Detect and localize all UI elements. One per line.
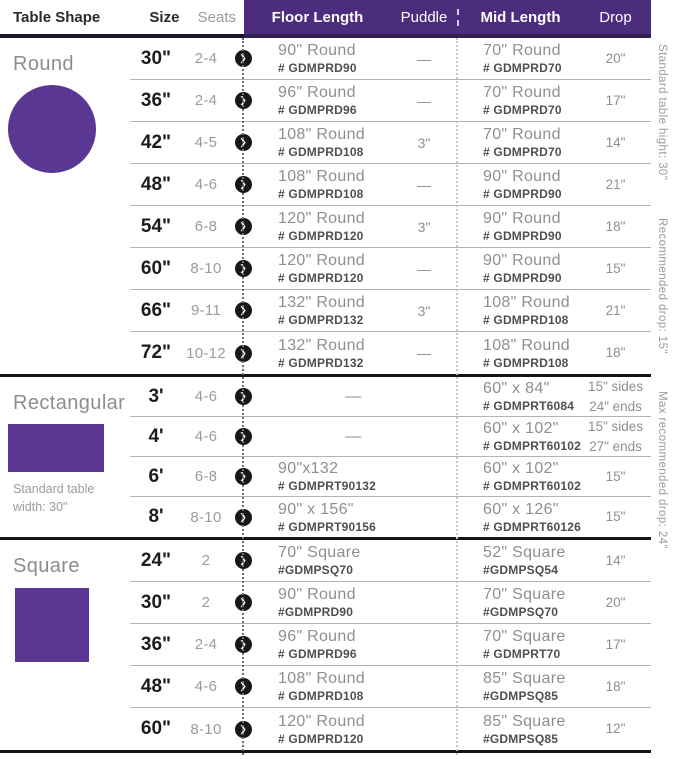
side-note bbox=[656, 44, 668, 549]
rows bbox=[130, 38, 651, 374]
drop-cell bbox=[582, 259, 649, 279]
shape-label: Rectangular bbox=[13, 392, 126, 414]
drop-cell bbox=[582, 417, 649, 456]
arrow-right-icon: ❯ bbox=[235, 92, 252, 109]
floor-length-cell bbox=[256, 294, 391, 327]
floor-length-sku: # GDMPRD120 bbox=[278, 271, 364, 285]
seats-cell: 2-4 bbox=[194, 636, 218, 653]
mid-length-value: 70" Square bbox=[483, 628, 566, 645]
floor-length-sku: # GDMPRT90132 bbox=[278, 479, 376, 493]
drop-value: 15" sides bbox=[587, 378, 644, 394]
mid-length-cell bbox=[457, 84, 582, 117]
drop-value: 15" sides bbox=[587, 418, 644, 434]
size-cell: 8' bbox=[148, 506, 164, 527]
floor-length-value: 108" Round bbox=[278, 168, 365, 185]
mid-length-value: 60" x 102" bbox=[483, 420, 559, 437]
arrow-right-icon: ❯ bbox=[235, 594, 252, 611]
floor-length-cell bbox=[256, 628, 391, 661]
floor-length-value: 90"x132 bbox=[278, 460, 339, 477]
puddle-value: 3" bbox=[417, 302, 431, 319]
mid-length-cell bbox=[457, 294, 582, 327]
drop-cell bbox=[582, 507, 649, 527]
mid-length-cell bbox=[457, 380, 582, 413]
arrow-right-icon: ❯ bbox=[235, 218, 252, 235]
drop-cell bbox=[582, 49, 649, 69]
mid-length-sku: #GDMPSQ85 bbox=[483, 689, 559, 703]
arrow-right-icon: ❯ bbox=[235, 176, 252, 193]
mid-length-cell bbox=[457, 713, 582, 746]
table-body bbox=[0, 38, 651, 753]
mid-length-sku: #GDMPSQ54 bbox=[483, 563, 559, 577]
mid-length-cell bbox=[457, 420, 582, 453]
drop-value: 15" bbox=[605, 468, 626, 484]
size-cell: 36" bbox=[140, 633, 172, 655]
mid-length-cell bbox=[457, 628, 582, 661]
drop-value: 14" bbox=[605, 552, 626, 568]
floor-length-sku: #GDMPRD90 bbox=[278, 605, 354, 619]
floor-length-sku: # GDMPRD132 bbox=[278, 313, 364, 327]
drop-value: 18" bbox=[605, 678, 626, 694]
puddle-value: — bbox=[417, 92, 431, 109]
table-row bbox=[130, 290, 651, 332]
table-row bbox=[130, 497, 651, 537]
drop-cell bbox=[582, 343, 649, 363]
drop-cell bbox=[582, 467, 649, 487]
floor-length-cell bbox=[256, 337, 391, 370]
side-note-table-height: Standard table hight: 30" bbox=[656, 44, 668, 181]
mid-length-value: 60" x 84" bbox=[483, 380, 550, 397]
floor-length-cell bbox=[256, 460, 391, 493]
drop-cell bbox=[582, 593, 649, 613]
size-cell: 48" bbox=[140, 173, 172, 195]
table-row bbox=[130, 540, 651, 582]
floor-length-cell bbox=[256, 84, 391, 117]
floor-length-cell bbox=[256, 713, 391, 746]
floor-length-value: 132" Round bbox=[278, 336, 365, 354]
drop-cell bbox=[582, 719, 649, 739]
drop-value: 14" bbox=[605, 134, 626, 150]
floor-length-cell bbox=[256, 388, 391, 406]
seats-cell: 8-10 bbox=[190, 260, 222, 277]
mid-length-cell bbox=[457, 460, 582, 493]
floor-length-cell bbox=[256, 501, 391, 534]
mid-length-cell bbox=[457, 168, 582, 201]
puddle-value: — bbox=[417, 260, 431, 277]
drop-value: 21" bbox=[605, 176, 626, 192]
size-cell: 60" bbox=[140, 718, 172, 739]
round-shape bbox=[8, 85, 96, 173]
floor-length-value: 90" Round bbox=[278, 42, 356, 59]
floor-length-value: 120" Round bbox=[278, 210, 365, 227]
arrow-right-icon: ❯ bbox=[235, 552, 252, 569]
arrow-right-icon: ❯ bbox=[235, 50, 252, 67]
shape-column bbox=[0, 377, 130, 537]
table-row bbox=[130, 122, 651, 164]
drop-cell bbox=[582, 301, 649, 321]
mid-length-value: 60" x 102" bbox=[483, 460, 559, 477]
mid-length-cell bbox=[457, 337, 582, 370]
floor-length-cell bbox=[256, 428, 391, 446]
drop-value: 12" bbox=[605, 721, 626, 737]
floor-length-cell bbox=[256, 544, 391, 577]
shape-column bbox=[0, 38, 130, 374]
size-cell: 3' bbox=[148, 385, 164, 407]
mid-length-cell bbox=[457, 126, 582, 159]
seats-cell: 2-4 bbox=[194, 50, 218, 67]
column-header-size: Size bbox=[149, 8, 180, 26]
mid-length-sku: # GDMPRD108 bbox=[483, 355, 569, 370]
column-header-seats: Seats bbox=[197, 8, 236, 26]
floor-length-sku: # GDMPRD96 bbox=[278, 103, 357, 117]
size-cell: 4' bbox=[148, 425, 164, 447]
drop-cell bbox=[582, 133, 649, 153]
floor-length-sku: # GDMPRD108 bbox=[278, 145, 364, 159]
floor-length-cell bbox=[256, 670, 391, 703]
mid-length-sku: # GDMPRT70 bbox=[483, 647, 561, 661]
seats-cell: 4-6 bbox=[194, 176, 218, 193]
table-row bbox=[130, 457, 651, 497]
header-purple-band bbox=[244, 0, 651, 38]
floor-length-cell bbox=[256, 126, 391, 159]
seats-cell: 4-5 bbox=[194, 134, 218, 151]
mid-length-sku: # GDMPRD70 bbox=[483, 145, 562, 159]
rectangular-shape bbox=[8, 424, 104, 472]
puddle-value: — bbox=[417, 50, 431, 67]
floor-length-sku: # GDMPRD120 bbox=[278, 731, 364, 746]
drop-value: 20" bbox=[605, 50, 626, 66]
table-row bbox=[130, 708, 651, 750]
mid-length-sku: # GDMPRT60102 bbox=[483, 479, 581, 493]
puddle-value: — bbox=[417, 345, 431, 361]
table-row bbox=[130, 164, 651, 206]
seats-cell: 10-12 bbox=[186, 344, 226, 362]
arrow-right-icon: ❯ bbox=[235, 260, 252, 277]
column-header-mid-length: Mid Length bbox=[457, 9, 582, 26]
drop-value: 17" bbox=[605, 92, 626, 108]
arrow-right-icon: ❯ bbox=[235, 636, 252, 653]
table-row bbox=[130, 80, 651, 122]
floor-length-value: 120" Round bbox=[278, 252, 365, 269]
column-header-drop: Drop bbox=[599, 8, 632, 26]
table-row bbox=[130, 582, 651, 624]
mid-length-sku: # GDMPRT6084 bbox=[483, 399, 575, 413]
seats-cell: 2 bbox=[201, 594, 211, 611]
arrow-right-icon: ❯ bbox=[235, 468, 252, 485]
drop-cell bbox=[582, 551, 649, 571]
column-header-puddle: Puddle bbox=[400, 8, 448, 26]
mid-length-value: 70" Round bbox=[483, 84, 561, 101]
floor-length-value: 70" Square bbox=[278, 544, 361, 561]
side-note-recommended-drop: Recommended drop: 15" bbox=[656, 217, 668, 354]
table-row bbox=[130, 417, 651, 457]
mid-length-cell bbox=[457, 501, 582, 534]
mid-length-sku: # GDMPRD108 bbox=[483, 313, 569, 327]
arrow-right-icon: ❯ bbox=[235, 509, 252, 526]
drop-value: 15" bbox=[605, 509, 626, 525]
seats-cell: 6-8 bbox=[194, 218, 218, 235]
floor-length-sku: # GDMPRT90156 bbox=[278, 519, 376, 534]
arrow-right-icon: ❯ bbox=[235, 388, 252, 405]
mid-length-sku: # GDMPRD70 bbox=[483, 103, 562, 117]
seats-cell: 4-6 bbox=[194, 388, 218, 405]
size-cell: 54" bbox=[140, 215, 172, 237]
floor-length-sku: #GDMPSQ70 bbox=[278, 563, 354, 577]
size-cell: 72" bbox=[140, 342, 172, 363]
floor-length-value: 96" Round bbox=[278, 628, 356, 645]
drop-cell bbox=[582, 217, 649, 237]
section-square bbox=[0, 540, 651, 753]
table-row bbox=[130, 38, 651, 80]
puddle-value: 3" bbox=[417, 134, 431, 151]
mid-length-sku: #GDMPSQ70 bbox=[483, 605, 559, 619]
floor-length-value: 108" Round bbox=[278, 126, 365, 143]
drop-value: 17" bbox=[605, 636, 626, 652]
rows bbox=[130, 377, 651, 537]
size-cell: 24" bbox=[140, 549, 172, 571]
shape-column bbox=[0, 540, 130, 750]
drop-value: 15" bbox=[605, 260, 626, 276]
mid-length-value: 52" Square bbox=[483, 544, 566, 561]
arrow-right-icon: ❯ bbox=[235, 678, 252, 695]
seats-cell: 2 bbox=[201, 552, 211, 569]
rows bbox=[130, 540, 651, 750]
mid-length-value: 70" Square bbox=[483, 586, 566, 603]
floor-length-sku: # GDMPRD90 bbox=[278, 61, 357, 75]
shape-label: Round bbox=[13, 53, 74, 75]
mid-length-cell bbox=[457, 670, 582, 703]
floor-length-cell bbox=[256, 586, 391, 619]
floor-length-value: 90" x 156" bbox=[278, 500, 354, 518]
mid-length-sku: # GDMPRD70 bbox=[483, 61, 562, 75]
table-header bbox=[0, 0, 679, 38]
drop-cell bbox=[582, 91, 649, 111]
mid-length-cell bbox=[457, 544, 582, 577]
floor-length-value: — bbox=[345, 387, 362, 405]
drop-value-2: 24" ends bbox=[589, 398, 642, 414]
mid-length-sku: # GDMPRD90 bbox=[483, 229, 562, 243]
section-rectangular bbox=[0, 377, 651, 540]
drop-cell bbox=[582, 377, 649, 416]
table-row bbox=[130, 332, 651, 374]
mid-length-value: 85" Square bbox=[483, 712, 566, 730]
drop-value: 20" bbox=[605, 594, 626, 610]
shape-label: Square bbox=[13, 555, 80, 577]
table-row bbox=[130, 248, 651, 290]
mid-length-value: 70" Round bbox=[483, 42, 561, 59]
mid-length-value: 90" Round bbox=[483, 210, 561, 227]
drop-value-2: 27" ends bbox=[589, 438, 642, 454]
seats-cell: 8-10 bbox=[190, 508, 222, 526]
floor-length-sku: # GDMPRD120 bbox=[278, 229, 364, 243]
mid-length-sku: # GDMPRT60102 bbox=[483, 439, 581, 453]
column-header-floor-length: Floor Length bbox=[271, 8, 364, 26]
mid-length-sku: # GDMPRD90 bbox=[483, 271, 562, 285]
floor-length-sku: # GDMPRD96 bbox=[278, 647, 357, 661]
puddle-value: 3" bbox=[417, 218, 431, 235]
size-cell: 30" bbox=[140, 591, 172, 613]
floor-length-cell bbox=[256, 252, 391, 285]
seats-cell: 4-6 bbox=[194, 678, 218, 695]
table-row bbox=[130, 206, 651, 248]
floor-length-value: — bbox=[345, 427, 362, 445]
size-cell: 60" bbox=[140, 257, 172, 279]
floor-length-value: 108" Round bbox=[278, 670, 365, 687]
arrow-right-icon: ❯ bbox=[235, 428, 252, 445]
seats-cell: 9-11 bbox=[190, 302, 222, 319]
mid-length-value: 90" Round bbox=[483, 168, 561, 185]
mid-length-sku: # GDMPRD90 bbox=[483, 187, 562, 201]
side-note-max-drop: Max recommended drop: 24" bbox=[656, 391, 668, 550]
floor-length-cell bbox=[256, 168, 391, 201]
section-round bbox=[0, 38, 651, 377]
floor-length-cell bbox=[256, 42, 391, 75]
table-row bbox=[130, 624, 651, 666]
mid-length-cell bbox=[457, 42, 582, 75]
mid-length-value: 70" Round bbox=[483, 126, 561, 143]
floor-length-cell bbox=[256, 210, 391, 243]
seats-cell: 4-6 bbox=[194, 428, 218, 445]
mid-length-value: 108" Round bbox=[483, 294, 570, 311]
square-shape bbox=[15, 588, 89, 662]
mid-length-value: 90" Round bbox=[483, 252, 561, 269]
drop-value: 18" bbox=[605, 218, 626, 234]
column-header-table-shape: Table Shape bbox=[13, 8, 101, 26]
header-left bbox=[0, 0, 244, 38]
drop-cell bbox=[582, 635, 649, 655]
floor-length-value: 90" Round bbox=[278, 586, 356, 603]
floor-length-sku: # GDMPRD108 bbox=[278, 187, 364, 201]
size-cell: 66" bbox=[140, 299, 172, 321]
drop-cell bbox=[582, 175, 649, 195]
floor-length-sku: # GDMPRD108 bbox=[278, 689, 364, 703]
size-cell: 30" bbox=[140, 47, 172, 69]
arrow-right-icon: ❯ bbox=[235, 302, 252, 319]
arrow-right-icon: ❯ bbox=[235, 134, 252, 151]
arrow-right-icon: ❯ bbox=[235, 345, 252, 362]
table-row bbox=[130, 666, 651, 708]
seats-cell: 6-8 bbox=[194, 468, 218, 485]
mid-length-cell bbox=[457, 586, 582, 619]
dotted-divider-right bbox=[456, 38, 458, 755]
arrow-right-icon: ❯ bbox=[235, 721, 252, 738]
seats-cell: 2-4 bbox=[194, 92, 218, 109]
puddle-value: — bbox=[417, 176, 431, 193]
floor-length-sku: # GDMPRD132 bbox=[278, 355, 364, 370]
mid-length-cell bbox=[457, 252, 582, 285]
mid-length-value: 60" x 126" bbox=[483, 500, 559, 518]
mid-length-cell bbox=[457, 210, 582, 243]
dotted-divider-left bbox=[242, 38, 244, 755]
size-cell: 36" bbox=[140, 89, 172, 111]
mid-length-value: 108" Round bbox=[483, 336, 570, 354]
floor-length-value: 96" Round bbox=[278, 84, 356, 101]
size-cell: 42" bbox=[140, 131, 172, 153]
shape-caption: Standard table width: 30" bbox=[13, 482, 95, 514]
mid-length-value: 85" Square bbox=[483, 670, 566, 687]
table-row bbox=[130, 377, 651, 417]
floor-length-value: 132" Round bbox=[278, 294, 365, 311]
size-cell: 6' bbox=[148, 465, 164, 487]
drop-cell bbox=[582, 677, 649, 697]
size-cell: 48" bbox=[140, 675, 172, 697]
mid-length-sku: #GDMPSQ85 bbox=[483, 731, 559, 746]
mid-length-sku: # GDMPRT60126 bbox=[483, 519, 581, 534]
drop-value: 21" bbox=[605, 302, 626, 318]
drop-value: 18" bbox=[605, 345, 626, 361]
floor-length-value: 120" Round bbox=[278, 712, 365, 730]
seats-cell: 8-10 bbox=[190, 720, 222, 738]
